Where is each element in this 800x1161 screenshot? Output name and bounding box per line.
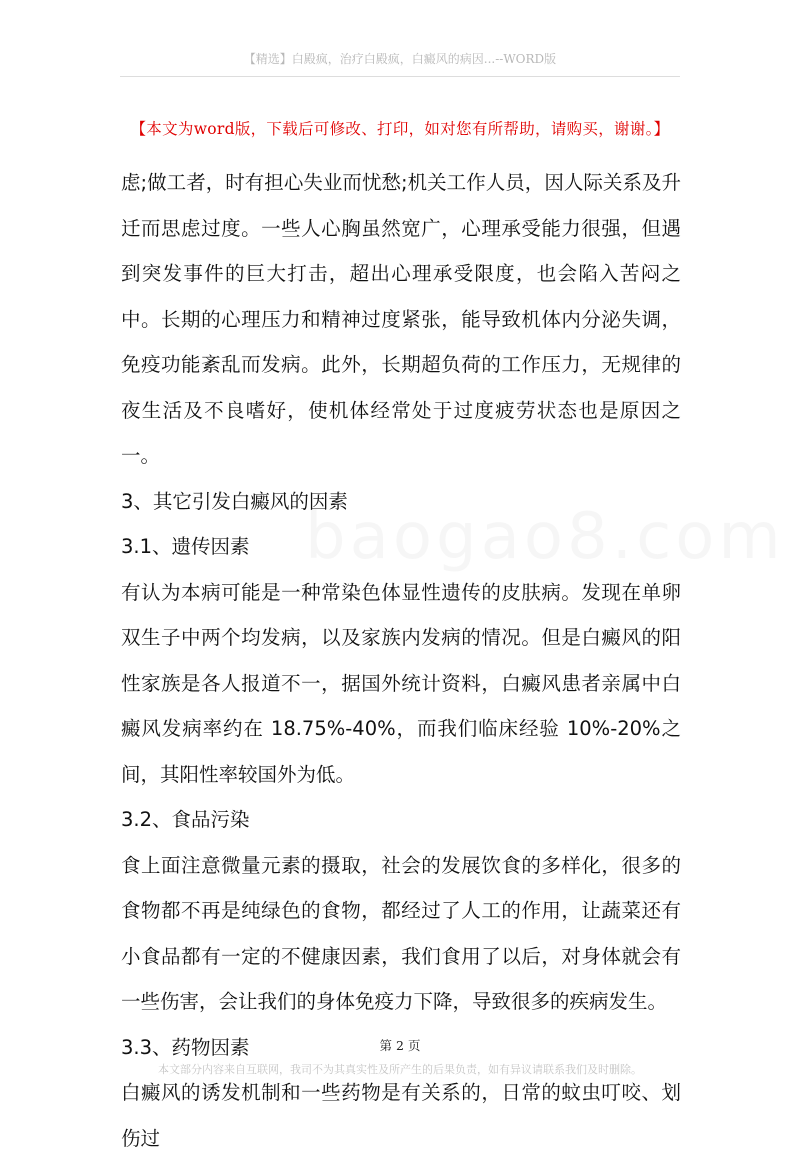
header-divider	[120, 76, 680, 77]
document-body	[121, 160, 681, 1161]
paragraph-genetic: 有认为本病可能是一种常染色体显性遗传的皮肤病。发现在单卵双生子中两个均发病，以及家族内发病的情况。但是白癜风的阳性家族是各人报道不一，据国外统计资料，白癜风患者亲属中白癜风发病率约在 18.75%-40%，而我们临床经验 10%-20%之间，其阳性率较国外为低。	[121, 580, 681, 786]
paragraph-stress: 虑;做工者，时有担心失业而忧愁;机关工作人员，因人际关系及升迁而思虑过度。一些人心胸虽然宽广，心理承受能力很强，但遇到突发事件的巨大打击，超出心理承受限度，也会陷入苦闷之中。长期的心理压力和精神过度紧张，能导致机体内分泌失调，免疫功能紊乱而发病。此外，长期超负荷的工作压力，无规律的夜生活及不良嗜好，使机体经常处于过度疲劳状态也是原因之一。	[121, 171, 681, 467]
heading-other-factors: 3、其它引发白癜风的因素	[121, 489, 348, 513]
paragraph-drug: 白癜风的诱发机制和一些药物是有关系的，日常的蚊虫叮咬、划伤过	[121, 1081, 681, 1150]
download-notice: 【本文为word版，下载后可修改、打印，如对您有所帮助，请购买，谢谢。】	[130, 120, 670, 138]
paragraph-food: 食上面注意微量元素的摄取，社会的发展饮食的多样化，很多的食物都不再是纯绿色的食物，都经过了人工的作用，让蔬菜还有小食品都有一定的不健康因素，我们食用了以后，对身体就会有一些伤害，会让我们的身体免疫力下降，导致很多的疾病发生。	[121, 853, 681, 1013]
heading-drug-factors: 3.3、药物因素	[121, 1035, 250, 1059]
page-footer-disclaimer: 本文部分内容来自互联网，我司不为其真实性及所产生的后果负责，如有异议请联系我们及时删除。	[158, 1063, 642, 1076]
heading-food-pollution: 3.2、食品污染	[121, 808, 250, 831]
page-number: 第 2 页	[379, 1038, 421, 1053]
heading-genetic-factors: 3.1、遗传因素	[121, 535, 250, 558]
page-header: 【精选】白殿疯，治疗白殿疯，白癜风的病因...--WORD版	[243, 52, 557, 66]
